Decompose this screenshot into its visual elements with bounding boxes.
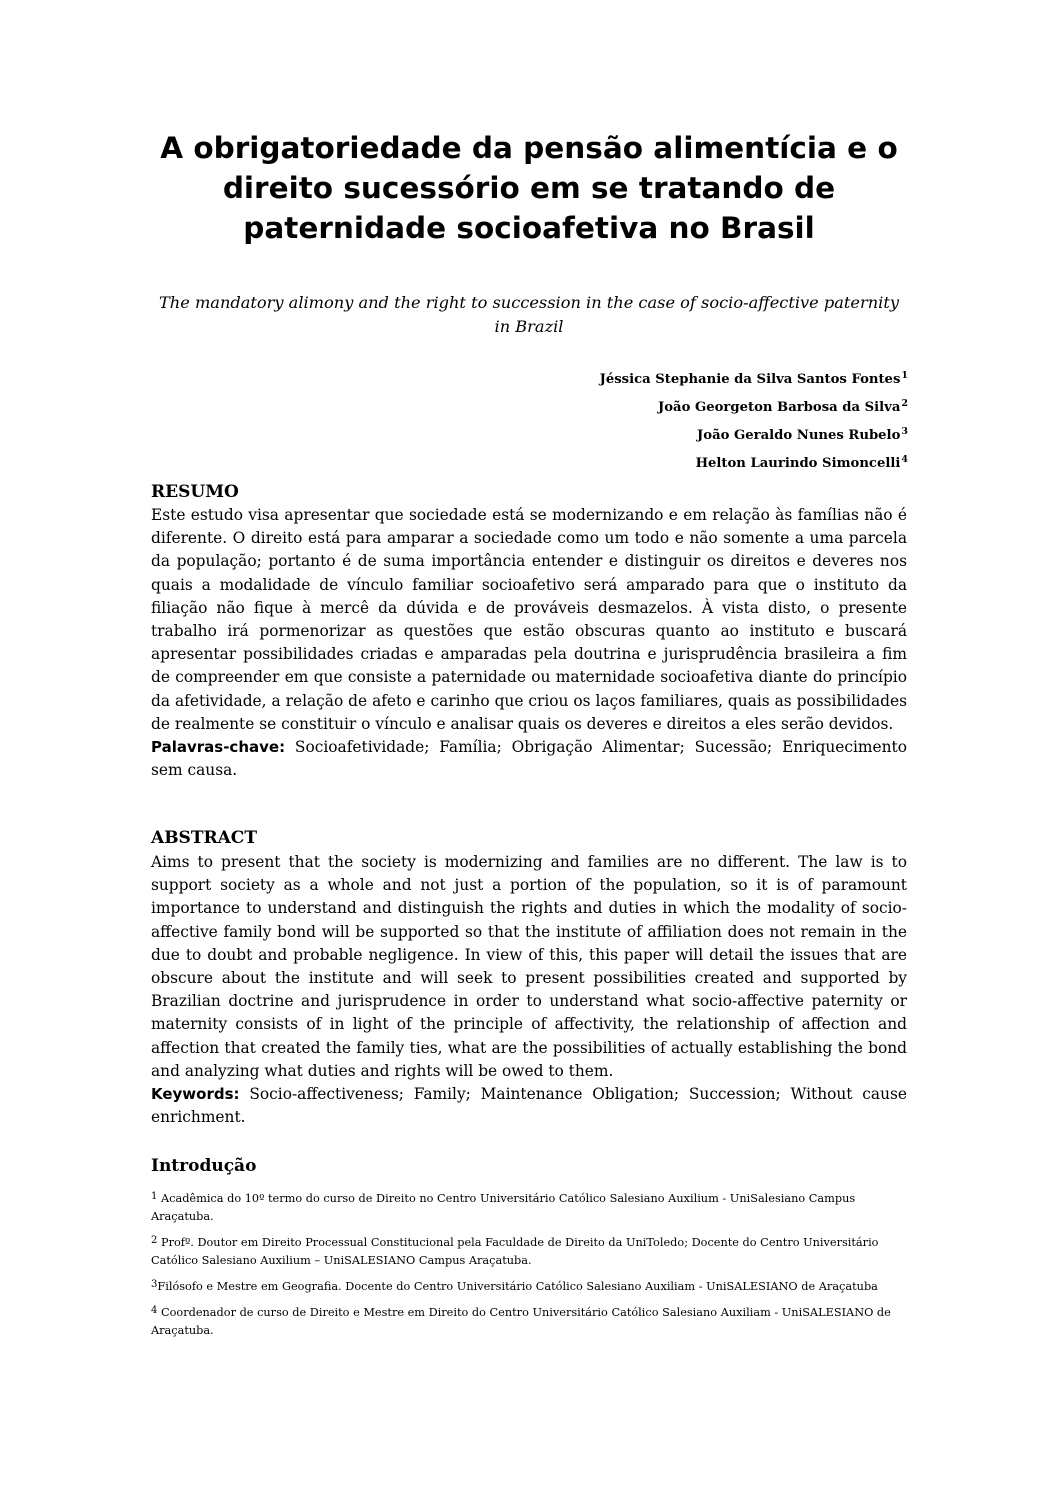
introducao-heading: Introdução — [151, 1156, 257, 1176]
resumo-heading: RESUMO — [151, 482, 239, 502]
resumo-text: Este estudo visa apresentar que sociedade está se modernizando e em relação às famílias não é diferente. O direito está para amparar a sociedade como um todo e não somente a uma parcela da população; portanto é de suma importância entender e distinguir os direitos e deveres nos quais a modalidade de vínculo familiar socioafetivo será amparado para que o instituto da filiação não fique à mercê da dúvida e de prováveis desmazelos. À vista disto, o presente trabalho irá pormenorizar as questões que estão obscuras quanto ao instituto e buscará apresentar possibilidades criadas e amparadas pela doutrina e jurisprudência brasileira a fim de compreender em que consiste a paternidade ou maternidade socioafetiva diante do princípio da afetividade, a relação de afeto e carinho que criou os laços familiares, quais as possibilidades de realmente se constituir o vínculo e analisar quais os deveres e direitos a eles serão devidos. — [151, 506, 907, 733]
author-name: João Georgeton Barbosa da Silva — [658, 400, 901, 415]
footnote-mark: 2 — [151, 1235, 158, 1246]
author-footnote-mark: 2 — [901, 398, 908, 409]
abstract-text: Aims to present that the society is modernizing and families are no different. The law is to support society as a whole and not just a portion of the population, so it is of paramount importance to understand and distinguish the rights and duties in which the modality of socio-affective family bond will be supported so that the institute of affiliation does not remain in the due to doubt and probable negligence. In view of this, this paper will detail the issues that are obscure about the institute and will seek to present possibilities created and supported by Brazilian doctrine and jurisprudence in order to understand what socio-affective paternity or maternity consists of in light of the principle of affectivity, the relationship of affection and affection that created the family ties, what are the possibilities of actually establishing the bond and analyzing what duties and rights will be owed to them. — [151, 853, 907, 1080]
author-list — [600, 364, 908, 476]
footnote-mark: 4 — [151, 1305, 158, 1316]
footnote-mark: 3 — [151, 1279, 158, 1290]
author-line — [600, 448, 908, 476]
resumo-keywords: Socioafetividade; Família; Obrigação Alimentar; Sucessão; Enriquecimento sem causa. — [151, 738, 907, 780]
footnote-text: Acadêmica do 10º termo do curso de Direito no Centro Universitário Católico Salesiano Auxilium - UniSalesiano Campus Araçatuba. — [151, 1192, 856, 1223]
resumo-keywords-label: Palavras-chave: — [151, 738, 286, 757]
author-footnote-mark: 1 — [901, 370, 908, 381]
author-name: Helton Laurindo Simoncelli — [695, 456, 901, 471]
author-line — [600, 364, 908, 392]
footnote — [151, 1232, 907, 1270]
footnote-text: Filósofo e Mestre em Geografia. Docente do Centro Universitário Católico Salesiano Auxiliam - UniSALESIANO de Araçatuba — [157, 1280, 878, 1293]
footnote-text: Profº. Doutor em Direito Processual Constitucional pela Faculdade de Direito da UniToledo; Docente do Centro Universitário Católico Salesiano Auxilium – UniSALESIANO Campus Araçatuba. — [151, 1236, 879, 1267]
author-line — [600, 420, 908, 448]
abstract-keywords: Socio-affectiveness; Family; Maintenance Obligation; Succession; Without cause enrichment. — [151, 1085, 907, 1127]
paper-title: A obrigatoriedade da pensão alimentícia e o direito sucessório em se tratando de paternidade socioafetiva no Brasil — [160, 131, 898, 245]
abstract-heading: ABSTRACT — [151, 828, 257, 848]
author-name: João Geraldo Nunes Rubelo — [697, 428, 901, 443]
resumo-body — [151, 504, 907, 782]
abstract-body — [151, 851, 907, 1129]
footnote — [151, 1188, 907, 1226]
abstract-keywords-label: Keywords: — [151, 1085, 240, 1104]
footnote — [151, 1302, 907, 1340]
footnote — [151, 1276, 907, 1296]
footnotes — [151, 1188, 907, 1346]
paper-subtitle-english: The mandatory alimony and the right to succession in the case of socio-affective paternity in Brazil — [159, 293, 899, 336]
author-name: Jéssica Stephanie da Silva Santos Fontes — [599, 372, 901, 387]
footnote-mark: 1 — [151, 1191, 158, 1202]
footnote-text: Coordenador de curso de Direito e Mestre em Direito do Centro Universitário Católico Salesiano Auxiliam - UniSALESIANO de Araçatuba. — [151, 1306, 891, 1337]
author-footnote-mark: 3 — [901, 426, 908, 437]
author-footnote-mark: 4 — [901, 454, 908, 465]
author-line — [600, 392, 908, 420]
